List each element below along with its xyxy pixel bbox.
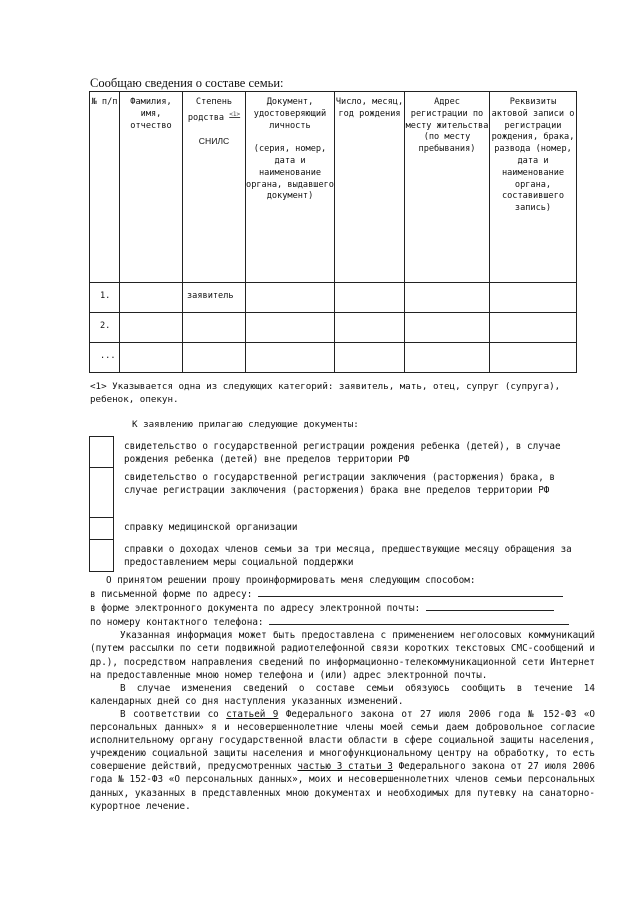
attachment-item bbox=[90, 518, 589, 540]
notify-intro: О принятом решении прошу проинформировать меня следующим способом: bbox=[106, 575, 476, 586]
attachment-checkbox[interactable] bbox=[90, 468, 114, 518]
notify-phone-line bbox=[90, 615, 595, 629]
consent-text-1: В соответствии со bbox=[120, 708, 227, 720]
notify-email-label: в форме электронного документа по адресу электронной почты: bbox=[90, 603, 421, 615]
attachment-checkbox[interactable] bbox=[90, 437, 114, 468]
consent-text-3: Федерального закона от 27 июля 2006 года № 152-ФЗ «О персональных данных», моих и несовершеннолетних членов семьи персональных данных, указанных в представленных мною документах и необходимых для путевку на санаторно-курортное лечение. bbox=[90, 761, 595, 812]
attachment-label: свидетельство о государственной регистрации заключения (расторжения) брака, в случае регистрации заключения (расторжения) брака вне пределов территории РФ bbox=[124, 471, 555, 496]
cell-identity-document[interactable] bbox=[246, 343, 335, 373]
row-number: ... bbox=[90, 343, 120, 373]
col-header-number: № п/п bbox=[90, 92, 120, 283]
col-header-address: Адрес регистрации по месту жительства (по месту пребывания) bbox=[405, 92, 490, 283]
phone-field[interactable] bbox=[269, 615, 569, 625]
identity-document-details: (серия, номер, дата и наименование органа, выдавшего документ) bbox=[246, 144, 334, 202]
notify-written-label: в письменной форме по адресу: bbox=[90, 589, 253, 601]
consent-paragraph bbox=[90, 708, 595, 813]
col-header-full-name: Фамилия, имя, отчество bbox=[120, 92, 183, 283]
footnote-reference: <1> bbox=[229, 110, 241, 118]
attachments-checklist bbox=[89, 436, 589, 572]
sms-notice-paragraph bbox=[90, 629, 595, 681]
change-obligation-paragraph: В случае изменения сведений о составе семьи обязуюсь сообщить в течение 14 календарных дней со дня наступления указанных изменений. bbox=[90, 682, 595, 707]
cell-address[interactable] bbox=[405, 283, 490, 313]
sms-notice-b: быть предоставлена с применением неголосовых коммуникаций (путем рассылки по сети подвижной радиотелефонной связи коротких текстовых СМС-сообщений и др.), посредством направления сведений по информационно-телекоммуникационной сети Интернет на предоставленные мною номер телефона и (или) адрес электронной почты. bbox=[90, 630, 595, 681]
col-header-identity-document bbox=[246, 92, 335, 283]
table-row bbox=[90, 283, 577, 313]
cell-full-name[interactable] bbox=[120, 283, 183, 313]
attachment-item bbox=[90, 540, 589, 572]
attachment-label: справку медицинской организации bbox=[124, 521, 298, 533]
cell-full-name[interactable] bbox=[120, 343, 183, 373]
law-article-link[interactable]: статьей 9 bbox=[226, 708, 279, 720]
footnote-text: <1> Указывается одна из следующих категорий: заявитель, мать, отец, супруг (супруга), ребенок, опекун. bbox=[90, 381, 561, 405]
cell-birth-date[interactable] bbox=[335, 283, 405, 313]
notify-email-line bbox=[90, 601, 595, 615]
cell-full-name[interactable] bbox=[120, 313, 183, 343]
cell-civil-record[interactable] bbox=[490, 283, 577, 313]
postal-address-field[interactable] bbox=[258, 587, 563, 597]
law-part-link[interactable]: частью 3 статьи 3 bbox=[297, 761, 393, 773]
cell-address[interactable] bbox=[405, 343, 490, 373]
identity-document-label: Документ, удостоверяющий личность bbox=[253, 97, 327, 131]
row-number: 2. bbox=[90, 313, 120, 343]
cell-civil-record[interactable] bbox=[490, 313, 577, 343]
cell-birth-date[interactable] bbox=[335, 343, 405, 373]
email-field[interactable] bbox=[426, 601, 554, 611]
section-heading: Сообщаю сведения о составе семьи: bbox=[90, 76, 284, 90]
cell-address[interactable] bbox=[405, 313, 490, 343]
notify-written-line bbox=[90, 587, 595, 601]
sms-notice-a: Указанная информация может bbox=[120, 630, 273, 642]
family-composition-table bbox=[89, 91, 577, 373]
attachment-item bbox=[90, 468, 589, 518]
attachment-label: справки о доходах членов семьи за три месяца, предшествующие месяцу обращения за предоставлением меры социальной поддержки bbox=[124, 543, 572, 568]
cell-birth-date[interactable] bbox=[335, 313, 405, 343]
table-header-row bbox=[90, 92, 577, 283]
attachment-label: свидетельство о государственной регистрации рождения ребенка (детей), в случае рождения ребенка (детей) вне пределов территории РФ bbox=[124, 440, 561, 465]
table-row bbox=[90, 313, 577, 343]
table-row bbox=[90, 343, 577, 373]
attachment-checkbox[interactable] bbox=[90, 540, 114, 572]
col-header-civil-record: Реквизиты актовой записи о регистрации рождения, брака, развода (номер, дата и наименование органа, составившего запись) bbox=[490, 92, 577, 283]
row-number: 1. bbox=[90, 283, 120, 313]
col-header-relationship bbox=[183, 92, 246, 283]
col-header-birth-date: Число, месяц, год рождения bbox=[335, 92, 405, 283]
attachments-intro: К заявлению прилагаю следующие документы: bbox=[132, 419, 359, 430]
consent-text-2: Федерального закона от 27 июля 2006 года № 152-ФЗ «О персональных данных» я и несовершеннолетние члены моей семьи даем добровольное согласие исполнительному органу государственной власти области в сфере социальной защиты населения, учреждению социальной защиты населения и многофункциональному центру на обработку, то есть совершение действий, предусмотренных bbox=[90, 708, 596, 773]
relationship-label: Степень родства bbox=[187, 97, 233, 123]
cell-relationship[interactable]: заявитель bbox=[183, 283, 246, 313]
cell-civil-record[interactable] bbox=[490, 343, 577, 373]
attachment-checkbox[interactable] bbox=[90, 518, 114, 540]
notify-phone-label: по номеру контактного телефона: bbox=[90, 617, 264, 629]
cell-relationship[interactable] bbox=[183, 343, 246, 373]
cell-identity-document[interactable] bbox=[246, 283, 335, 313]
attachment-item bbox=[90, 437, 589, 468]
snils-label: СНИЛС bbox=[198, 136, 230, 147]
notification-and-consent bbox=[90, 574, 595, 813]
cell-identity-document[interactable] bbox=[246, 313, 335, 343]
cell-relationship[interactable] bbox=[183, 313, 246, 343]
